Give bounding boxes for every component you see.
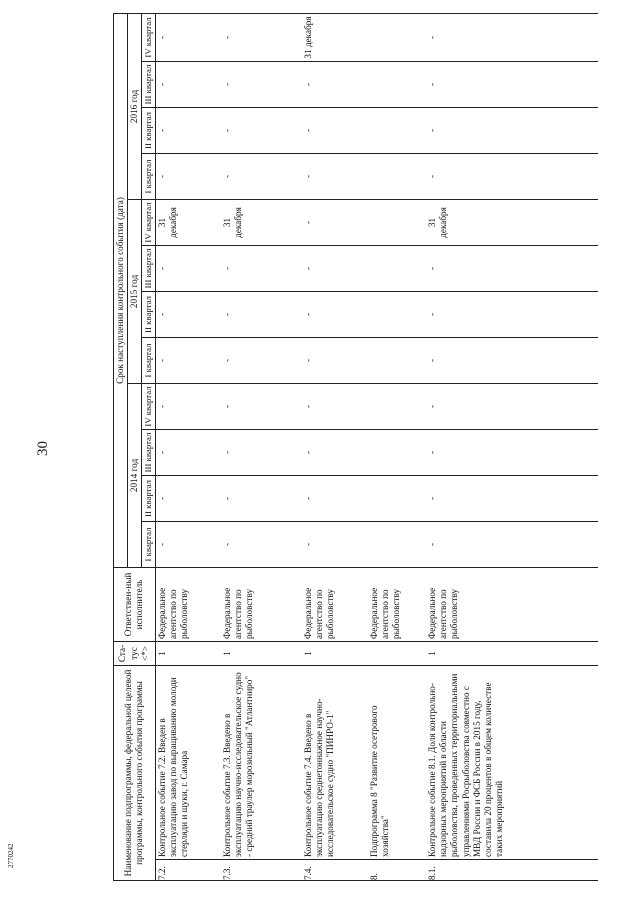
quarter-cell: - [155, 429, 221, 475]
quarter-cell [368, 107, 426, 153]
quarter-cell: - [426, 337, 598, 383]
quarter-cell: - [302, 337, 368, 383]
page-number: 30 [35, 441, 51, 456]
quarter-cell: - [302, 199, 368, 245]
row-name: Контрольное событие 7.3. Введено в эксплуатацию научно-исследовательское судно - средний траулер морозильный "Атлантниро" [221, 665, 302, 859]
table-row [302, 13, 368, 880]
row-responsible: Федеральное агентство по рыболовству [155, 567, 221, 641]
quarter-cell [368, 521, 426, 567]
row-status: 1 [302, 641, 368, 665]
quarter-header: III квартал [142, 61, 155, 107]
quarter-cell: - [155, 61, 221, 107]
quarter-cell: - [426, 475, 598, 521]
quarter-cell: - [302, 429, 368, 475]
document-id: 2770242 [7, 843, 15, 868]
quarter-cell: - [302, 475, 368, 521]
year-2014: 2014 год [128, 383, 142, 567]
quarter-cell: - [221, 429, 302, 475]
quarter-header: IV квартал [142, 13, 155, 61]
table-row [221, 13, 302, 880]
quarter-cell: - [155, 291, 221, 337]
quarter-cell: - [426, 13, 598, 61]
header-name: Наименование подпрограммы, федеральной целевой программы, контрольного события программы [114, 665, 156, 880]
row-number: 7.3. [221, 860, 302, 881]
row-name: Контрольное событие 7.2. Введен в эксплуатацию завод по выращиванию молоди стерляди и щуки, г. Самара [155, 665, 221, 859]
quarter-cell [368, 429, 426, 475]
quarter-cell [368, 383, 426, 429]
quarter-cell: - [302, 61, 368, 107]
row-responsible: Федеральное агентство по рыболовству [302, 567, 368, 641]
quarter-cell: 31 декабря [302, 13, 368, 61]
quarter-cell: - [221, 475, 302, 521]
quarter-cell [368, 13, 426, 61]
quarter-header: IV квартал [142, 383, 155, 429]
quarter-cell: - [221, 153, 302, 199]
quarter-cell [368, 291, 426, 337]
quarter-cell [368, 337, 426, 383]
quarter-cell: - [155, 245, 221, 291]
row-status: 1 [155, 641, 221, 665]
header-deadline: Срок наступления контрольного события (дата) [114, 13, 128, 567]
quarter-cell [368, 475, 426, 521]
quarter-cell: - [155, 383, 221, 429]
quarter-cell: - [221, 291, 302, 337]
row-number: 8. [368, 860, 426, 881]
quarter-cell: - [221, 13, 302, 61]
row-number: 7.4. [302, 860, 368, 881]
quarter-cell: - [221, 107, 302, 153]
row-number: 8.1. [426, 860, 598, 881]
table-row [426, 13, 598, 880]
row-name: Контрольное событие 8.1. Доля контрольно-надзорных мероприятий в области рыболовства, проведенных территориальными управлениями Росрыболовства совместно с МВД России и ФСБ России в 2015 году, составила 20 процентов в общем количестве таких мероприятий [426, 665, 598, 859]
quarter-header: IV квартал [142, 199, 155, 245]
quarter-cell [368, 61, 426, 107]
header-row-1 [114, 13, 128, 880]
quarter-cell: - [302, 245, 368, 291]
quarter-cell [368, 245, 426, 291]
quarter-cell: - [426, 107, 598, 153]
quarter-cell: - [155, 337, 221, 383]
quarter-cell: - [221, 521, 302, 567]
quarter-cell: - [221, 383, 302, 429]
table-body [155, 13, 598, 880]
quarter-cell: - [426, 245, 598, 291]
year-2016: 2016 год [128, 13, 142, 199]
quarter-cell: - [221, 61, 302, 107]
quarter-header: I квартал [142, 153, 155, 199]
row-number: 7.2. [155, 860, 221, 881]
quarter-header: II квартал [142, 107, 155, 153]
header-responsible: Ответствен-ный исполнитель [114, 567, 156, 641]
quarter-header: III квартал [142, 429, 155, 475]
row-status [368, 641, 426, 665]
quarter-cell: - [302, 291, 368, 337]
table-row [155, 13, 221, 880]
rotated-table-container [113, 16, 505, 881]
row-responsible: Федеральное агентство по рыболовству [368, 567, 426, 641]
row-status: 1 [426, 641, 598, 665]
quarter-cell: 31 декабря [426, 199, 598, 245]
quarter-header: II квартал [142, 291, 155, 337]
year-2015: 2015 год [128, 199, 142, 383]
quarter-cell: - [426, 383, 598, 429]
quarter-cell: - [302, 383, 368, 429]
quarter-cell: - [302, 521, 368, 567]
row-responsible: Федеральное агентство по рыболовству [221, 567, 302, 641]
quarter-cell: - [302, 107, 368, 153]
row-name: Подпрограмма 8 "Развитие осетрового хозяйства" [368, 665, 426, 859]
quarter-cell: - [221, 337, 302, 383]
quarter-cell: - [426, 61, 598, 107]
quarter-header: II квартал [142, 475, 155, 521]
quarter-cell: - [302, 153, 368, 199]
quarter-cell: - [426, 429, 598, 475]
quarter-cell: - [155, 107, 221, 153]
quarter-cell: - [155, 521, 221, 567]
header-status: Ста-тус <*> [114, 641, 156, 665]
quarter-cell [368, 199, 426, 245]
quarter-header: III квартал [142, 245, 155, 291]
row-name: Контрольное событие 7.4. Введено в эксплуатацию среднетоннажное научно-исследовательское судно "ПИНРО-1" [302, 665, 368, 859]
quarter-header: I квартал [142, 337, 155, 383]
quarter-cell: - [155, 153, 221, 199]
quarter-cell: - [426, 153, 598, 199]
table-row [368, 13, 426, 880]
quarter-cell: 31 декабря [221, 199, 302, 245]
quarter-cell: - [155, 13, 221, 61]
quarter-cell: - [221, 245, 302, 291]
quarter-cell: - [155, 475, 221, 521]
quarter-cell: 31 декабря [155, 199, 221, 245]
quarter-cell: - [426, 521, 598, 567]
quarter-header: I квартал [142, 521, 155, 567]
quarter-cell: - [426, 291, 598, 337]
control-events-table [113, 13, 598, 881]
row-responsible: Федеральное агентство по рыболовству [426, 567, 598, 641]
row-status: 1 [221, 641, 302, 665]
quarter-cell [368, 153, 426, 199]
